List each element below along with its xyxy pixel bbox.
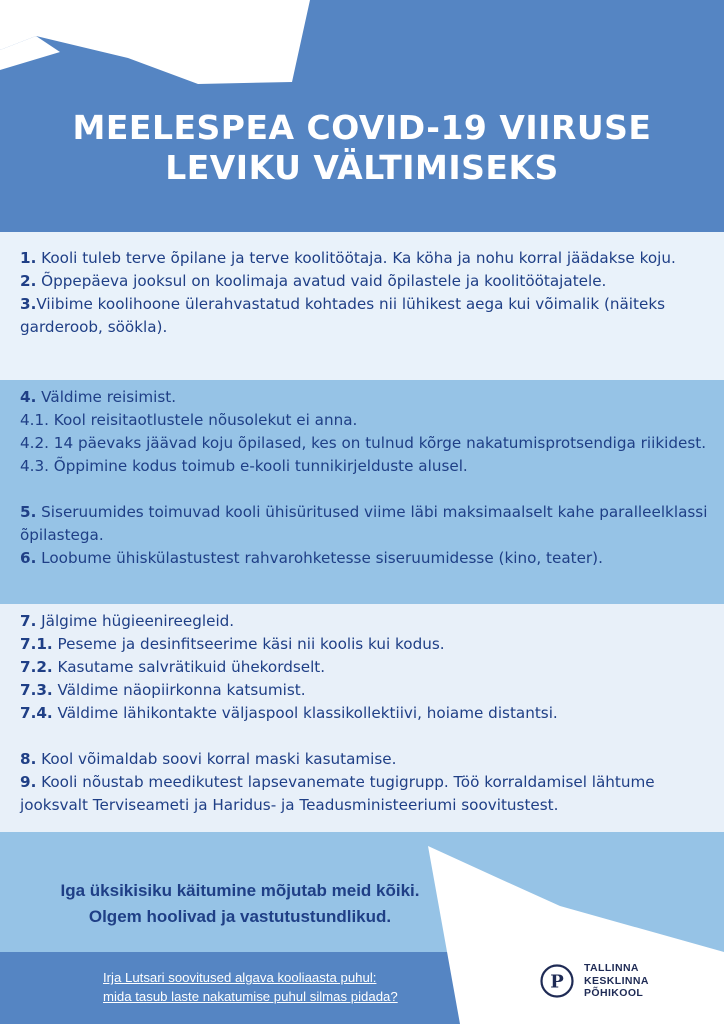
- rule-number: 3.: [20, 295, 37, 313]
- school-name-line-3: PÕHIKOOL: [584, 987, 644, 999]
- rule-item: [20, 455, 710, 478]
- rule-text: Kooli tuleb terve õpilane ja terve koolitöötaja. Ka köha ja nohu korral jäädakse koju.: [36, 249, 676, 267]
- rule-text: Viibime koolihoone ülerahvastatud kohtades nii lühikest aega kui võimalik (näiteks garderoob, söökla).: [20, 295, 666, 336]
- school-name-line-1: TALLINNA: [584, 962, 639, 974]
- rule-item: [20, 386, 710, 409]
- rule-text: Loobume ühiskülastustest rahvarohketesse siseruumidesse (kino, teater).: [36, 549, 603, 567]
- rule-item: [20, 656, 710, 679]
- rule-item: [20, 610, 710, 633]
- school-emblem-icon: [540, 964, 574, 998]
- rule-text: Õppepäeva jooksul on koolimaja avatud vaid õpilastele ja koolitöötajatele.: [36, 272, 607, 290]
- title-line-2: LEVIKU VÄLTIMISEKS: [165, 148, 559, 187]
- rule-number: 6.: [20, 549, 37, 567]
- article-link[interactable]: [103, 968, 503, 1006]
- rule-text: Peseme ja desinfitseerime käsi nii koolis kui kodus.: [52, 635, 445, 653]
- rule-number: 1.: [20, 249, 37, 267]
- rule-item: [20, 702, 710, 725]
- rule-text: Väldime näopiirkonna katsumist.: [52, 681, 306, 699]
- rules-group-2: [20, 386, 710, 570]
- closing-message: [20, 878, 460, 930]
- rule-text: Siseruumides toimuvad kooli ühisüritused viime läbi maksimaalselt kahe paralleelklassi õpilastega.: [20, 503, 708, 544]
- rule-number: 7.1.: [20, 635, 53, 653]
- rule-number: 4.: [20, 388, 37, 406]
- rule-text: 4.1. Kool reisitaotlustele nõusolekut ei anna.: [20, 411, 358, 429]
- school-name: [584, 962, 684, 1000]
- rule-text: Kool võimaldab soovi korral maski kasutamise.: [36, 750, 397, 768]
- rule-item: [20, 432, 710, 455]
- title-line-1: MEELESPEA COVID-19 VIIRUSE: [72, 108, 652, 147]
- rule-text: 4.2. 14 päevaks jäävad koju õpilased, kes on tulnud kõrge nakatumisprotsendiga riikidest.: [20, 434, 707, 452]
- rule-number: 8.: [20, 750, 37, 768]
- rule-number: 5.: [20, 503, 37, 521]
- rules-group-3: [20, 610, 710, 817]
- rule-text: Väldime reisimist.: [36, 388, 177, 406]
- rule-item: [20, 247, 710, 270]
- rule-number: 7.4.: [20, 704, 53, 722]
- rule-item: [20, 748, 710, 771]
- rule-text: Kooli nõustab meedikutest lapsevanemate tugigrupp. Töö korraldamisel lähtume jooksvalt Terviseameti ja Haridus- ja Teadusministeeriumi soovitustest.: [20, 773, 655, 814]
- rule-number: 7.: [20, 612, 37, 630]
- spacer: [20, 725, 710, 748]
- rule-item: [20, 633, 710, 656]
- rule-text: Kasutame salvrätikuid ühekordselt.: [52, 658, 326, 676]
- rule-number: 7.2.: [20, 658, 53, 676]
- article-link-line-2[interactable]: mida tasub laste nakatumise puhul silmas pidada?: [103, 989, 398, 1004]
- rules-group-1: [20, 247, 710, 339]
- rule-number: 9.: [20, 773, 37, 791]
- rule-item: [20, 679, 710, 702]
- rule-item: [20, 771, 710, 817]
- school-name-line-2: KESKLINNA: [584, 974, 649, 987]
- emblem-letter: P: [550, 971, 564, 993]
- school-logo: [540, 962, 670, 1002]
- rule-number: 7.3.: [20, 681, 53, 699]
- rule-item: [20, 270, 710, 293]
- spacer: [20, 478, 710, 501]
- rule-text: 4.3. Õppimine kodus toimub e-kooli tunnikirjelduste alusel.: [20, 457, 468, 475]
- page-title: [40, 108, 684, 188]
- rule-text: Väldime lähikontakte väljaspool klassikollektiivi, hoiame distantsi.: [52, 704, 558, 722]
- rule-item: [20, 501, 710, 547]
- article-link-line-1[interactable]: Irja Lutsari soovitused algava kooliaasta puhul:: [103, 970, 377, 985]
- closing-line-2: Olgem hoolivad ja vastutustundlikud.: [88, 907, 392, 926]
- rule-text: Jälgime hügieenireegleid.: [36, 612, 235, 630]
- rule-item: [20, 547, 710, 570]
- rule-item: [20, 409, 710, 432]
- rule-item: [20, 293, 710, 339]
- closing-line-1: Iga üksikisiku käitumine mõjutab meid kõiki.: [60, 881, 420, 900]
- rule-number: 2.: [20, 272, 37, 290]
